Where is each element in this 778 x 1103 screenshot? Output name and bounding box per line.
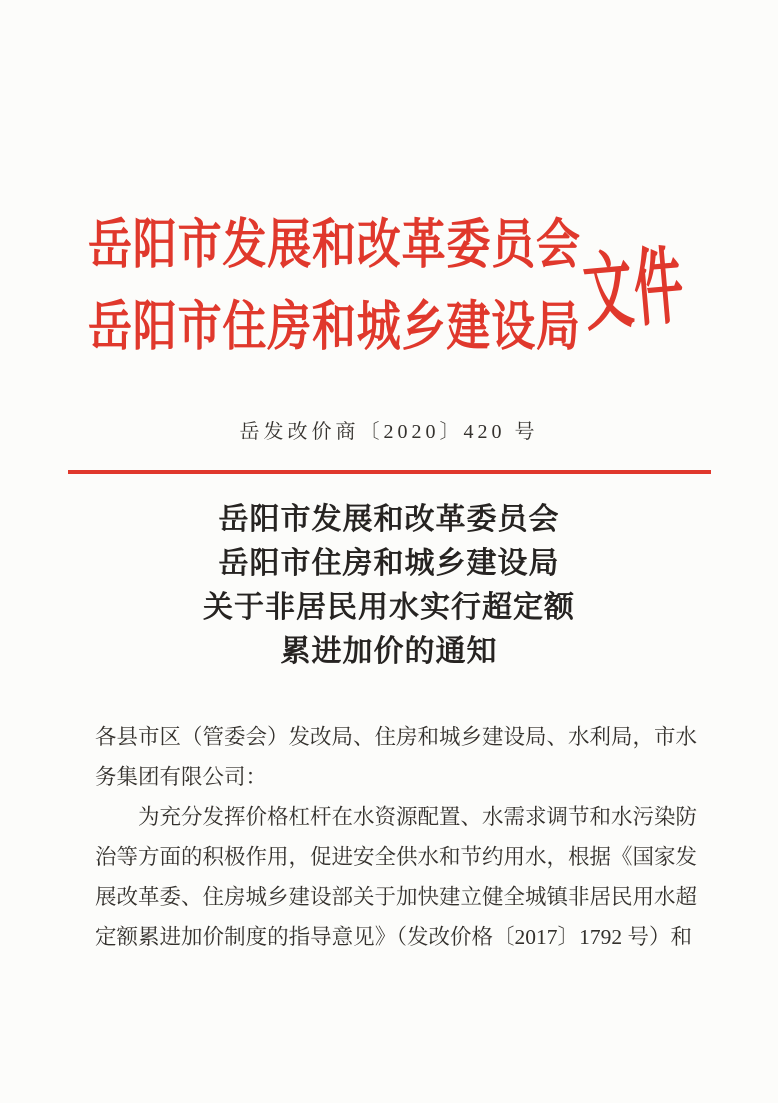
document-word-wenjian: 文件 [580, 240, 689, 343]
body-line-salutation-2: 务集团有限公司： [95, 765, 268, 789]
title-line-3: 关于非居民用水实行超定额 [203, 591, 575, 624]
letterhead [88, 204, 690, 374]
document-title [0, 498, 778, 674]
body-line-paragraph-1: 为充分发挥价格杠杆在水资源配置、水需求调节和水污染防 [138, 805, 698, 829]
body-line-paragraph-4: 定额累进加价制度的指导意见》（发改价格〔2017〕1792 号）和 [95, 925, 692, 949]
body-line-salutation-1: 各县市区（管委会）发改局、住房和城乡建设局、水利局，市水 [95, 725, 698, 749]
body-line-paragraph-3: 展改革委、住房城乡建设部关于加快建立健全城镇非居民用水超 [95, 885, 698, 909]
agency-name-2: 岳阳市住房和城乡建设局 [88, 296, 580, 357]
issuing-agencies [88, 204, 580, 367]
body-line-paragraph-2: 治等方面的积极作用，促进安全供水和节约用水，根据《国家发 [95, 845, 698, 869]
agency-name-1: 岳阳市发展和改革委员会 [88, 214, 580, 275]
title-line-2: 岳阳市住房和城乡建设局 [218, 547, 560, 580]
red-divider-line [68, 470, 711, 474]
document-reference-number: 岳发改价商〔2020〕420 号 [239, 421, 539, 443]
title-line-1: 岳阳市发展和改革委员会 [218, 503, 560, 536]
document-body [95, 717, 698, 957]
title-line-4: 累进加价的通知 [280, 635, 498, 668]
